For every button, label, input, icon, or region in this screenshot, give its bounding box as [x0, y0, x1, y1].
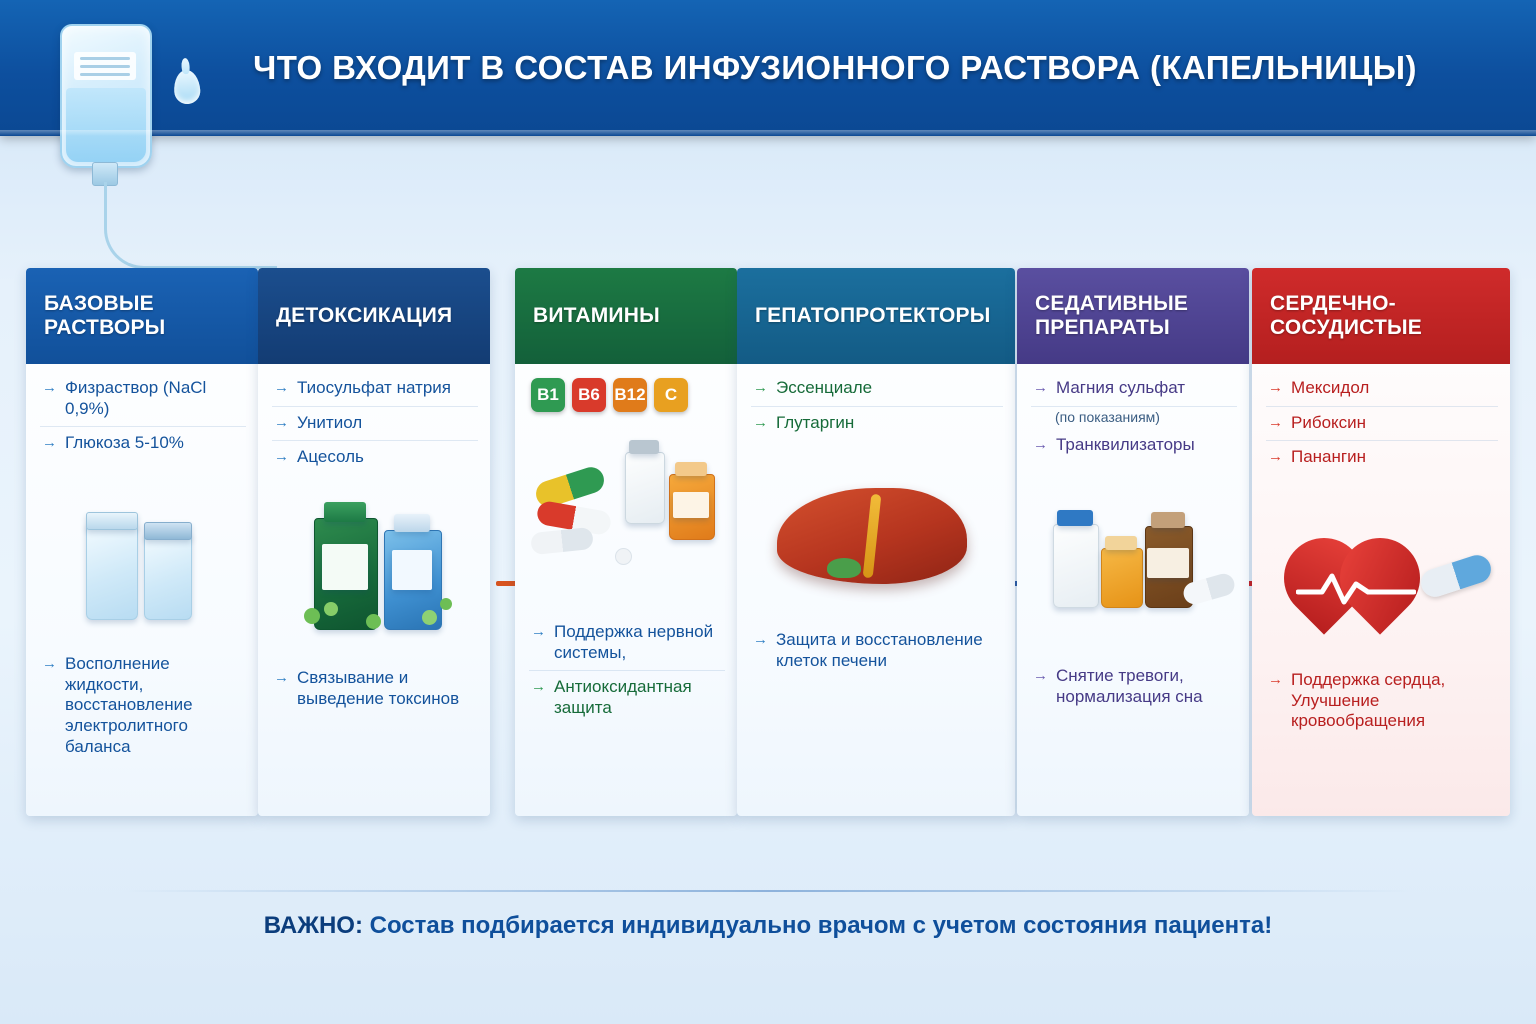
list-item-effect — [529, 671, 725, 725]
item-label: Эссенциале — [776, 378, 873, 397]
item-label: Магния сульфат — [1056, 378, 1186, 397]
effect-label: Снятие тревоги, нормализация сна — [1056, 666, 1203, 706]
arrow-icon: → — [753, 631, 768, 648]
list-item — [1031, 429, 1237, 463]
page-title: ЧТО ВХОДИТ В СОСТАВ ИНФУЗИОННОГО РАСТВОРА (КАПЕЛЬНИЦЫ) — [253, 49, 1417, 86]
list-item — [272, 407, 478, 442]
arrow-icon: → — [1033, 379, 1048, 396]
arrow-icon: → — [274, 379, 289, 396]
column-title: ВИТАМИНЫ — [515, 268, 737, 364]
arrow-icon: → — [42, 379, 57, 396]
arrow-icon: → — [753, 413, 768, 431]
effect-label: Поддержка сердца, Улучшение кровообращения — [1291, 670, 1446, 731]
arrow-icon: → — [1268, 671, 1283, 688]
badge-b1: B1 — [531, 378, 565, 412]
arrow-icon: → — [274, 413, 289, 431]
column-title: ДЕТОКСИКАЦИЯ — [258, 268, 490, 364]
water-drop-icon — [173, 69, 201, 105]
arrow-icon: → — [1033, 667, 1048, 684]
effect-label: Связывание и выведение токсинов — [297, 668, 460, 708]
arrow-icon: → — [1268, 448, 1283, 466]
pulse-line-icon — [1296, 568, 1416, 608]
effect-label: Антиоксидантная защита — [554, 677, 692, 718]
item-label: Рибоксин — [1291, 412, 1367, 432]
column-title: СЕРДЕЧНО-СОСУДИСТЫЕ — [1252, 268, 1510, 364]
arrow-icon: → — [1268, 413, 1283, 431]
footer-prefix: ВАЖНО: — [263, 912, 363, 939]
item-label: Физраствор (NaCl 0,9%) — [65, 378, 207, 418]
list-item — [40, 427, 246, 461]
column-vitamins[interactable] — [515, 268, 737, 816]
list-item-effect — [272, 662, 478, 716]
column-base-solutions[interactable] — [26, 268, 258, 816]
effect-label: Поддержка нервной системы, — [554, 622, 714, 662]
item-label: Унитиол — [297, 412, 363, 432]
column-title: СЕДАТИВНЫЕ ПРЕПАРАТЫ — [1017, 268, 1249, 364]
badge-b6: B6 — [572, 378, 606, 412]
effect-label: Защита и восстановление клеток печени — [776, 630, 983, 670]
item-label: Ацесоль — [297, 447, 364, 467]
effect-label: Восполнение жидкости, восстановление электролитного баланса — [65, 654, 193, 756]
badge-c: C — [654, 378, 688, 412]
item-label: Транквилизаторы — [1056, 434, 1195, 454]
footer-message: Состав подбирается индивидуально врачом с учетом состояния пациента! — [362, 912, 1273, 939]
list-item — [1266, 441, 1498, 475]
arrow-icon: → — [274, 669, 289, 686]
list-item-effect — [1031, 660, 1237, 714]
footer-note — [0, 912, 1536, 940]
arrow-icon: → — [531, 623, 546, 640]
heart-with-pulse-illustration — [1270, 506, 1500, 646]
vitamin-badges — [531, 378, 688, 412]
iv-label — [74, 52, 136, 80]
list-item-effect — [529, 616, 725, 671]
column-title: ГЕПАТОПРОТЕКТОРЫ — [737, 268, 1015, 364]
list-item — [751, 407, 1003, 441]
arrow-icon: → — [753, 379, 768, 396]
column-detox[interactable] — [258, 268, 490, 816]
list-item — [1266, 407, 1498, 442]
two-glass-vials-illustration — [80, 506, 210, 626]
arrow-icon: → — [274, 448, 289, 466]
column-sedatives[interactable] — [1017, 268, 1249, 816]
arrow-icon: → — [1268, 379, 1283, 396]
column-hepatoprotectors[interactable] — [737, 268, 1015, 816]
page-header — [0, 0, 1536, 136]
column-title: БАЗОВЫЕ РАСТВОРЫ — [26, 268, 258, 364]
item-label: Тиосульфат натрия — [297, 378, 451, 397]
liver-illustration — [771, 464, 991, 604]
column-cardiovascular[interactable] — [1252, 268, 1510, 816]
list-item-effect — [751, 624, 1003, 678]
list-item-effect — [40, 648, 246, 765]
page-footer — [0, 880, 1536, 1024]
list-item — [1266, 372, 1498, 407]
arrow-icon: → — [42, 434, 57, 452]
capsules-and-pill-bottles-illustration — [529, 434, 725, 574]
list-item — [272, 441, 478, 475]
item-label: Панангин — [1291, 447, 1366, 467]
sedatives-note: (по показаниям) — [1055, 408, 1160, 425]
divider — [120, 890, 1416, 892]
list-item-effect — [1266, 664, 1498, 739]
item-label: Глутаргин — [776, 412, 855, 432]
list-item — [40, 372, 246, 427]
badge-b12: B12 — [613, 378, 647, 412]
list-item — [751, 372, 1003, 407]
list-item — [272, 372, 478, 407]
columns-board — [0, 136, 1536, 876]
item-label: Глюкоза 5-10% — [65, 433, 184, 453]
green-and-blue-bottles-illustration — [302, 484, 462, 634]
arrow-icon: → — [1033, 435, 1048, 453]
arrow-icon: → — [42, 655, 57, 672]
list-item — [1031, 372, 1237, 407]
assorted-medicine-bottles-illustration — [1043, 496, 1233, 636]
item-label: Мексидол — [1291, 378, 1370, 397]
arrow-icon: → — [531, 678, 546, 696]
